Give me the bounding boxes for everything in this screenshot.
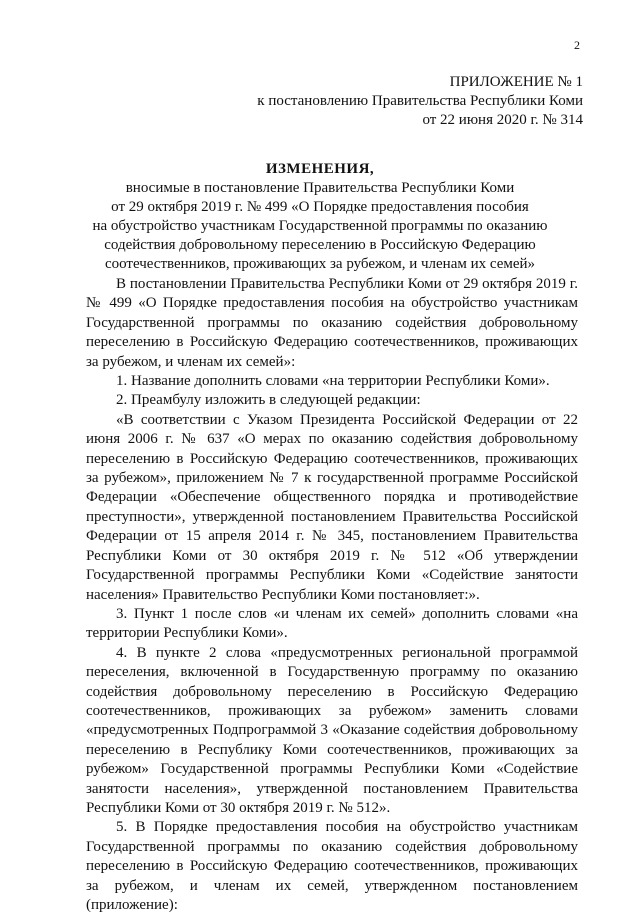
body-paragraph: В постановлении Правительства Республики Коми от 29 октября 2019 г. № 499 «О Порядке предоставления пособия на обустройство участникам Государственной программы по оказанию содействия добровольному переселению в Российскую Федерацию соотечественников, проживающих за рубежом, и членам их семей»: [86, 276, 578, 370]
changes-subtitle-line: от 29 октября 2019 г. № 499 «О Порядке предоставления пособия [111, 199, 529, 215]
body-paragraph: 3. Пункт 1 после слов «и членам их семей» дополнить словами «на территории Республики Коми». [86, 605, 578, 642]
appendix-title: ПРИЛОЖЕНИЕ № 1 [449, 74, 583, 90]
changes-subtitle-line: вносимые в постановление Правительства Республики Коми [125, 180, 515, 196]
body-paragraph: 2. Преамбулу изложить в следующей редакции: [116, 392, 421, 409]
changes-title: ИЗМЕНЕНИЯ, [265, 161, 375, 177]
body-paragraph: 5. В Порядке предоставления пособия на обустройство участникам Государственной программы по оказанию содействия добровольному переселению в Российскую Федерацию соотечественников, проживающих за рубежом, и членам их семей, утвержденном постановлением (приложение): [86, 819, 578, 913]
changes-subtitle-line: на обустройство участникам Государственной программы по оказанию [92, 218, 548, 234]
changes-heading [60, 160, 580, 274]
body-paragraph: «В соответствии с Указом Президента Российской Федерации от 22 июня 2006 г. № 637 «О мерах по оказанию содействия добровольному переселению в Российскую Федерацию соотечественников, проживающих за рубежом», приложением № 7 к государственной программе Российской Федерации «Обеспечение общественного порядка и противодействие преступности», утвержденной постановлением Правительства Российской Федерации от 15 апреля 2014 г. № 345, постановлением Правительства Республики Коми от 30 октября 2019 г. № 512 «Об утверждении Государственной программы Республики Коми «Содействие занятости населения» Правительство Республики Коми постановляет:». [86, 411, 578, 603]
appendix-date: от 22 июня 2020 г. № 314 [422, 112, 583, 128]
appendix-reference: к постановлению Правительства Республики Коми [257, 93, 583, 109]
changes-subtitle-line: соотечественников, проживающих за рубежом, и членам их семей» [104, 256, 536, 272]
document-body [86, 275, 578, 915]
changes-subtitle-line: содействия добровольному переселению в Российскую Федерацию [104, 237, 536, 253]
page-number: 2 [574, 38, 580, 52]
appendix-header [257, 73, 583, 130]
body-paragraph: 1. Название дополнить словами «на территории Республики Коми». [116, 373, 550, 390]
body-paragraph: 4. В пункте 2 слова «предусмотренных региональной программой переселения, включенной в Государственную программу по оказанию содействия добровольному переселению в Российскую Федерацию соотечественников, проживающих за рубежом» заменить словами «предусмотренных Подпрограммой 3 «Оказание содействия добровольному переселению в Республику Коми соотечественников, проживающих за рубежом» Государственной программы Республики Коми «Содействие занятости населения», утвержденной постановлением Правительства Республики Коми от 30 октября 2019 г. № 512». [86, 644, 578, 816]
